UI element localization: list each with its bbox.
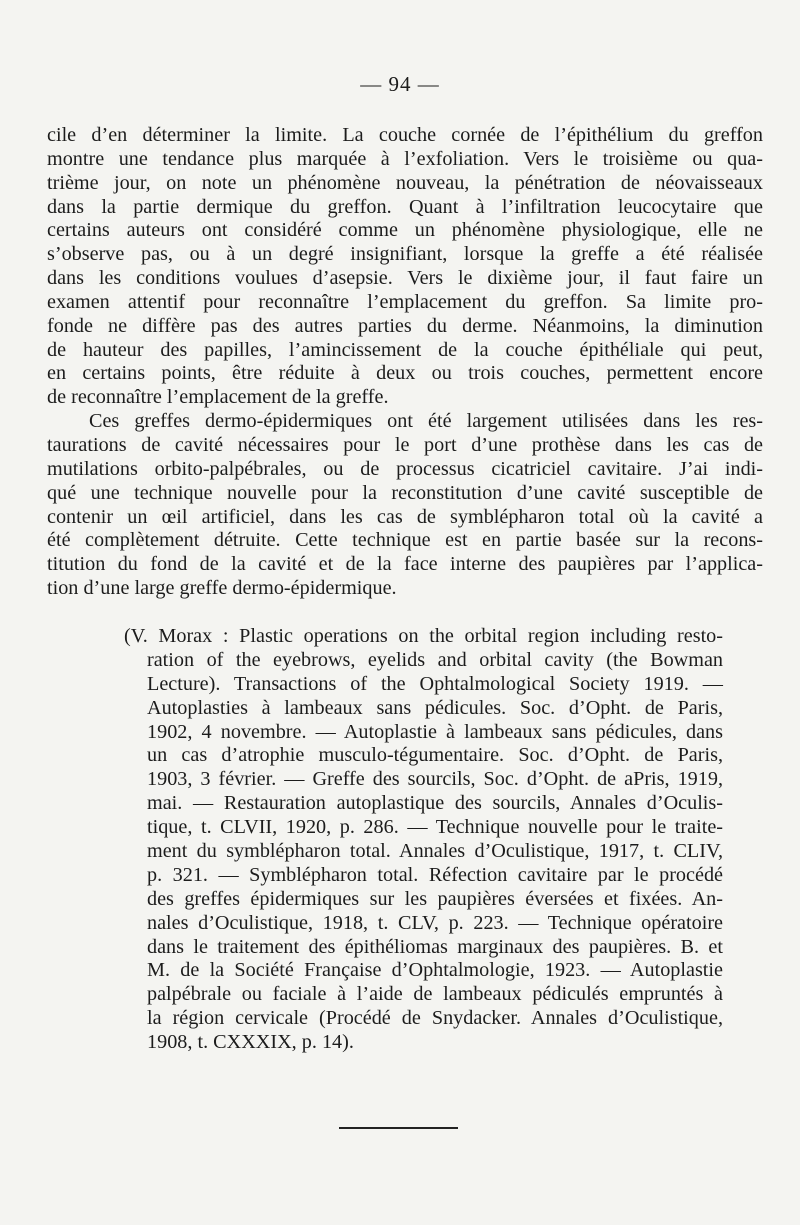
text-line: taurations de cavité nécessaires pour le port d’une prothèse dans les cas de — [47, 433, 763, 456]
text-line: contenir un œil artificiel, dans les cas de symblépharon total où la cavité a — [47, 505, 763, 528]
reference-line: M. de la Société Française d’Ophtalmologie, 1923. — Autoplastie — [147, 959, 723, 982]
reference-line: Autoplasties à lambeaux sans pédicules. Soc. d’Opht. de Paris, — [147, 696, 723, 719]
reference-line: dans le traitement des épithéliomas marginaux des paupières. B. et — [147, 935, 723, 958]
reference-line: 1908, t. CXXXIX, p. 14). — [147, 1031, 354, 1054]
page-number: — 94 — — [360, 72, 440, 96]
reference-line: ment du symblépharon total. Annales d’Oculistique, 1917, t. CLIV, — [147, 840, 723, 863]
text-line: qué une technique nouvelle pour la reconstitution d’une cavité susceptible de — [47, 481, 763, 504]
text-line: tion d’une large greffe dermo-épidermique. — [47, 577, 397, 600]
reference-line: palpébrale ou faciale à l’aide de lambeaux pédiculés empruntés à — [147, 983, 723, 1006]
text-line: certains auteurs ont considéré comme un phénomène physiologique, elle ne — [47, 219, 763, 242]
text-line: mutilations orbito-palpébrales, ou de processus cicatriciel cavitaire. J’ai indi- — [47, 457, 763, 480]
text-line: cile d’en déterminer la limite. La couche cornée de l’épithélium du greffon — [47, 124, 763, 146]
text-line: de reconnaître l’emplacement de la greffe. — [47, 386, 389, 409]
text-line: titution du fond de la cavité et de la face interne des paupières par l’applica- — [47, 553, 763, 576]
reference-line: 1903, 3 février. — Greffe des sourcils, Soc. d’Opht. de aPris, 1919, — [147, 768, 723, 791]
text-line: s’observe pas, ou à un degré insignifiant, lorsque la greffe a été réalisée — [47, 243, 763, 266]
end-rule — [339, 1127, 458, 1129]
reference-line: la région cervicale (Procédé de Snydacker. Annales d’Oculistique, — [147, 1007, 723, 1030]
reference-line: 1902, 4 novembre. — Autoplastie à lambeaux sans pédicules, dans — [147, 720, 723, 743]
text-line: été complètement détruite. Cette technique est en partie basée sur la recons- — [47, 529, 763, 552]
text-line: dans les conditions voulues d’asepsie. Vers le dixième jour, il faut faire un — [47, 267, 763, 290]
text-line: de hauteur des papilles, l’amincissement de la couche épithéliale qui peut, — [47, 338, 763, 361]
reference-line: un cas d’atrophie musculo-tégumentaire. Soc. d’Opht. de Paris, — [147, 744, 723, 767]
text-line: Ces greffes dermo-épidermiques ont été largement utilisées dans les res- — [89, 410, 763, 433]
reference-line: mai. — Restauration autoplastique des sourcils, Annales d’Oculis- — [147, 792, 723, 815]
reference-line: des greffes épidermiques sur les paupières éversées et fixées. An- — [147, 887, 723, 910]
reference-line: ration of the eyebrows, eyelids and orbital cavity (the Bowman — [147, 648, 723, 671]
reference-line: (V. Morax : Plastic operations on the orbital region including resto- — [124, 625, 723, 647]
reference-line: p. 321. — Symblépharon total. Réfection cavitaire par le procédé — [147, 863, 723, 886]
bibliographic-reference — [124, 625, 723, 1055]
text-line: fonde ne diffère pas des autres parties du derme. Néanmoins, la diminution — [47, 314, 763, 337]
text-line: examen attentif pour reconnaître l’emplacement du greffon. Sa limite pro- — [47, 290, 763, 313]
paragraph-2 — [47, 410, 763, 601]
text-line: montre une tendance plus marquée à l’exfoliation. Vers le troisième ou qua- — [47, 147, 763, 170]
paragraph-1 — [47, 124, 763, 410]
reference-line: Lecture). Transactions of the Ophtalmological Society 1919. — — [147, 672, 723, 695]
main-text — [47, 124, 763, 601]
reference-line: nales d’Oculistique, 1918, t. CLV, p. 223. — Technique opératoire — [147, 911, 723, 934]
text-line: en certains points, être réduite à deux ou trois couches, permettent encore — [47, 362, 763, 385]
text-line: dans la partie dermique du greffon. Quant à l’infiltration leucocytaire que — [47, 195, 763, 218]
reference-line: tique, t. CLVII, 1920, p. 286. — Technique nouvelle pour le traite- — [147, 816, 723, 839]
text-line: trième jour, on note un phénomène nouveau, la pénétration de néovaisseaux — [47, 171, 763, 194]
